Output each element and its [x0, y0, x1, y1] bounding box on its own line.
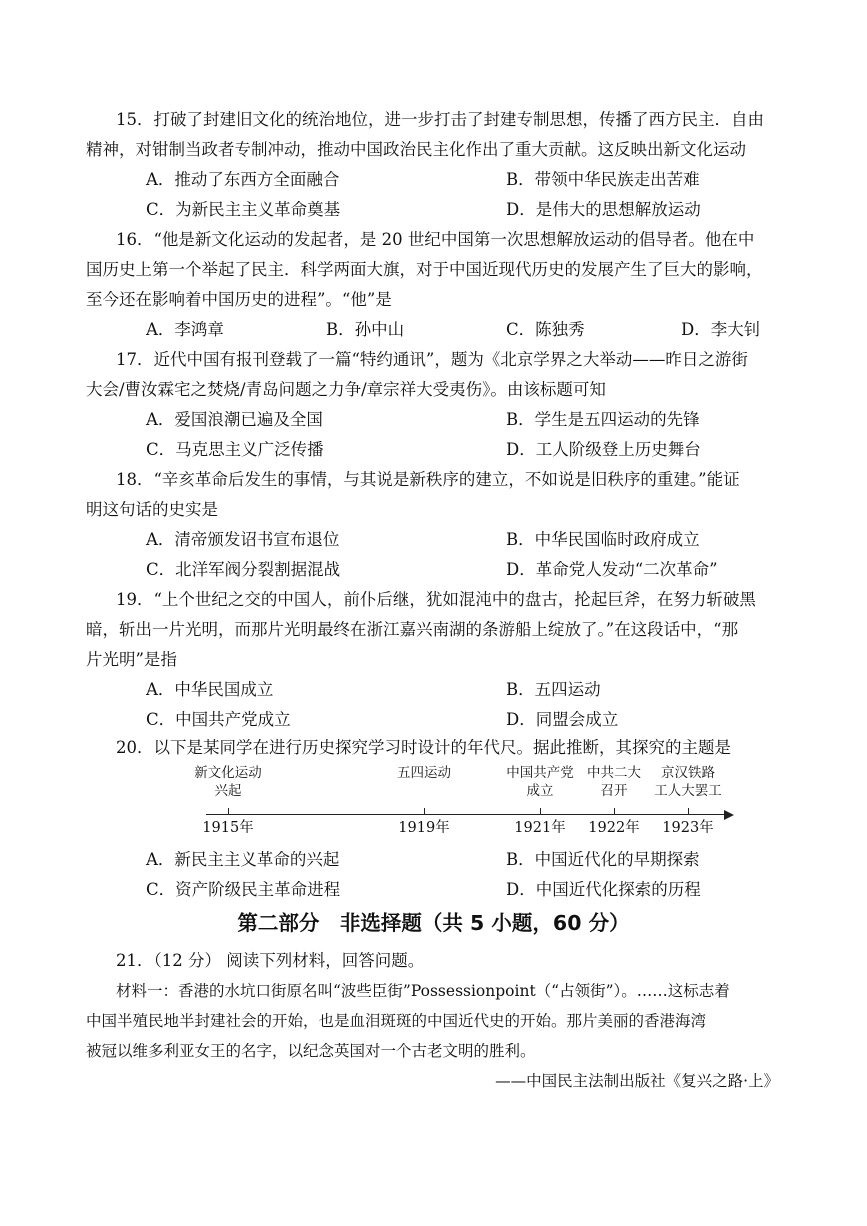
q17-option-a[interactable]: A．爱国浪潮已遍及全国	[146, 410, 323, 429]
q18-option-c[interactable]: C．北洋军阀分裂割据混战	[146, 560, 341, 579]
q17-option-c[interactable]: C．马克思主义广泛传播	[146, 440, 324, 459]
timeline-year-1922: 1922年	[588, 820, 640, 836]
timeline-year-1923: 1923年	[662, 820, 714, 836]
timeline-event-1923: 京汉铁路 工人大罢工	[654, 765, 722, 799]
timeline-axis	[206, 814, 726, 815]
q16-option-d[interactable]: D．李大钊	[681, 320, 761, 339]
timeline-tick-1923	[688, 808, 689, 815]
q19-option-c[interactable]: C．中国共产党成立	[146, 710, 291, 729]
q16-stem-line-3: 至今还在影响着中国历史的进程”。“他”是	[86, 290, 392, 309]
timeline-event-1922: 中共二大 召开	[587, 765, 641, 799]
q18-option-b[interactable]: B．中华民国临时政府成立	[506, 530, 700, 549]
q18-stem-line-1: 18．“辛亥革命后发生的事情，与其说是新秩序的建立，不如说是旧秩序的重建。”能证	[116, 470, 740, 489]
q17-option-d[interactable]: D．工人阶级登上历史舞台	[506, 440, 701, 459]
timeline-event-1921: 中国共产党 成立	[506, 765, 574, 799]
timeline-event-1915: 新文化运动 兴起	[194, 765, 262, 799]
q20-stem-line-1: 20．以下是某同学在进行历史探究学习时设计的年代尺。据此推断，其探究的主题是	[116, 738, 731, 757]
q15-option-c[interactable]: C．为新民主主义革命奠基	[146, 200, 341, 219]
q18-stem-line-2: 明这句话的史实是	[86, 500, 218, 519]
timeline-tick-1922	[614, 808, 615, 815]
timeline-tick-1919	[424, 808, 425, 815]
q17-option-b[interactable]: B．学生是五四运动的先锋	[506, 410, 700, 429]
timeline-year-1921: 1921年	[514, 820, 566, 836]
q16-option-c[interactable]: C．陈独秀	[506, 320, 585, 339]
q20-option-b[interactable]: B．中国近代化的早期探索	[506, 850, 700, 869]
q18-option-a[interactable]: A．清帝颁发诏书宣布退位	[146, 530, 340, 549]
timeline-tick-1921	[540, 808, 541, 815]
timeline-year-1919: 1919年	[398, 820, 450, 836]
q16-option-b[interactable]: B．孙中山	[326, 320, 405, 339]
timeline-ruler	[190, 764, 750, 844]
q20-option-d[interactable]: D．中国近代化探索的历程	[506, 880, 701, 899]
q21-material-line-1: 材料一：香港的水坑口街原名叫“波些臣街”Possessionpoint（“占领街”）。……这标志着	[116, 982, 730, 1000]
q18-option-d[interactable]: D．革命党人发动“二次革命”	[506, 560, 718, 579]
q19-stem-line-2: 暗，斩出一片光明，而那片光明最终在浙江嘉兴南湖的条游船上绽放了。”在这段话中，“那	[86, 620, 739, 639]
timeline-year-1915: 1915年	[202, 820, 254, 836]
timeline-arrow-icon	[724, 810, 734, 820]
q15-option-a[interactable]: A．推动了东西方全面融合	[146, 170, 340, 189]
q17-stem-line-2: 大会/曹汝霖宅之焚烧/青岛问题之力争/章宗祥大受夷伤》。由该标题可知	[86, 380, 606, 399]
q15-option-b[interactable]: B．带领中华民族走出苦难	[506, 170, 700, 189]
q20-option-a[interactable]: A．新民主主义革命的兴起	[146, 850, 340, 869]
q21-material-line-2: 中国半殖民地半封建社会的开始，也是血泪斑斑的中国近代史的开始。那片美丽的香港海湾	[86, 1012, 707, 1030]
q16-stem-line-2: 国历史上第一个举起了民主．科学两面大旗，对于中国近现代历史的发展产生了巨大的影响，	[86, 260, 763, 279]
q16-stem-line-1: 16．“他是新文化运动的发起者，是 20 世纪中国第一次思想解放运动的倡导者。他在中	[116, 230, 755, 249]
q19-option-b[interactable]: B．五四运动	[506, 680, 601, 699]
q15-stem-line-1: 15．打破了封建旧文化的统治地位，进一步打击了封建专制思想，传播了西方民主．自由	[116, 110, 764, 129]
q19-option-d[interactable]: D．同盟会成立	[506, 710, 619, 729]
timeline-tick-1915	[228, 808, 229, 815]
q17-stem-line-1: 17．近代中国有报刊登载了一篇“特约通讯”，题为《北京学界之大举动——昨日之游街	[116, 350, 748, 369]
q21-material-line-3: 被冠以维多利亚女王的名字，以纪念英国对一个古老文明的胜利。	[86, 1042, 536, 1060]
timeline-event-1919: 五四运动	[397, 765, 451, 781]
q20-option-c[interactable]: C．资产阶级民主革命进程	[146, 880, 341, 899]
q21-stem: 21．（12 分） 阅读下列材料，回答问题。	[116, 951, 425, 970]
q15-stem-line-2: 精神，对钳制当政者专制冲动，推动中国政治民主化作出了重大贡献。这反映出新文化运动	[86, 140, 746, 159]
q19-option-a[interactable]: A．中华民国成立	[146, 680, 274, 699]
q21-source: ——中国民主法制出版社《复兴之路·上》	[495, 1072, 779, 1090]
q16-option-a[interactable]: A．李鸿章	[146, 320, 224, 339]
q19-stem-line-3: 片光明”是指	[86, 650, 177, 669]
q19-stem-line-1: 19．“上个世纪之交的中国人，前仆后继，犹如混沌中的盘古，抡起巨斧，在努力斩破黑	[116, 590, 756, 609]
q15-option-d[interactable]: D．是伟大的思想解放运动	[506, 200, 701, 219]
section-title: 第二部分 非选择题（共 5 小题，60 分）	[237, 911, 630, 935]
